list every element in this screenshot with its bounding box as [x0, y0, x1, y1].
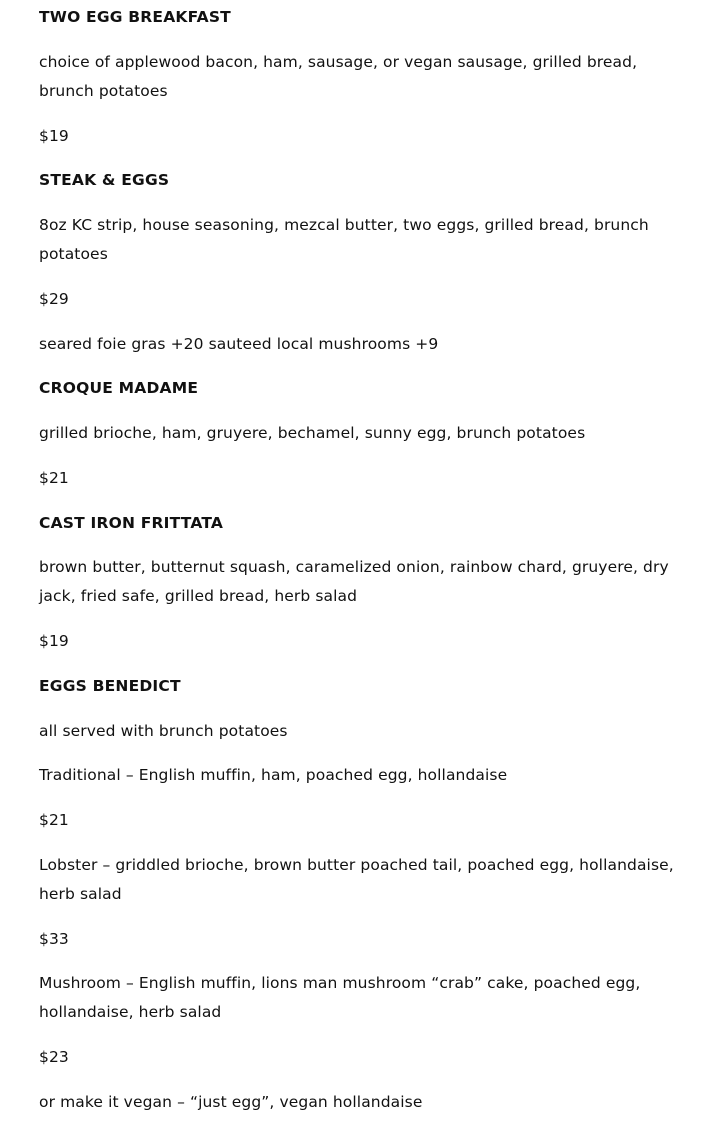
menu-item-title: STEAK & EGGS	[39, 171, 170, 189]
menu-variant-description: Traditional – English muffin, ham, poached egg, hollandaise	[39, 766, 508, 784]
menu-item-description: grilled brioche, ham, gruyere, bechamel, sunny egg, brunch potatoes	[39, 424, 586, 442]
menu-item-title: CAST IRON FRITTATA	[39, 514, 224, 532]
menu-item-title: CROQUE MADAME	[39, 379, 199, 397]
menu-item-note: all served with brunch potatoes	[39, 722, 288, 740]
menu-variant-description: Lobster – griddled brioche, brown butter poached tail, poached egg, hollandaise, herb salad	[39, 856, 674, 903]
menu-item-title: TWO EGG BREAKFAST	[39, 8, 231, 26]
menu-item-footer: or make it vegan – “just egg”, vegan hollandaise	[39, 1093, 423, 1111]
menu-item-description: 8oz KC strip, house seasoning, mezcal butter, two eggs, grilled bread, brunch potatoes	[39, 216, 649, 263]
menu-item-description: brown butter, butternut squash, caramelized onion, rainbow chard, gruyere, dry jack, fried safe, grilled bread, herb salad	[39, 558, 669, 605]
menu-item-price: $19	[39, 127, 69, 145]
menu-variant-description: Mushroom – English muffin, lions man mushroom “crab” cake, poached egg, hollandaise, herb salad	[39, 974, 641, 1021]
menu-item-title: EGGS BENEDICT	[39, 677, 181, 695]
menu-variant-price: $33	[39, 930, 69, 948]
menu-item-price: $29	[39, 290, 69, 308]
menu-item-price: $21	[39, 469, 69, 487]
menu-variant-price: $21	[39, 811, 69, 829]
menu-variant-price: $23	[39, 1048, 69, 1066]
menu-item-description: choice of applewood bacon, ham, sausage, or vegan sausage, grilled bread, brunch potatoes	[39, 53, 638, 100]
menu-item-price: $19	[39, 632, 69, 650]
menu-item-addons: seared foie gras +20 sauteed local mushrooms +9	[39, 335, 439, 353]
